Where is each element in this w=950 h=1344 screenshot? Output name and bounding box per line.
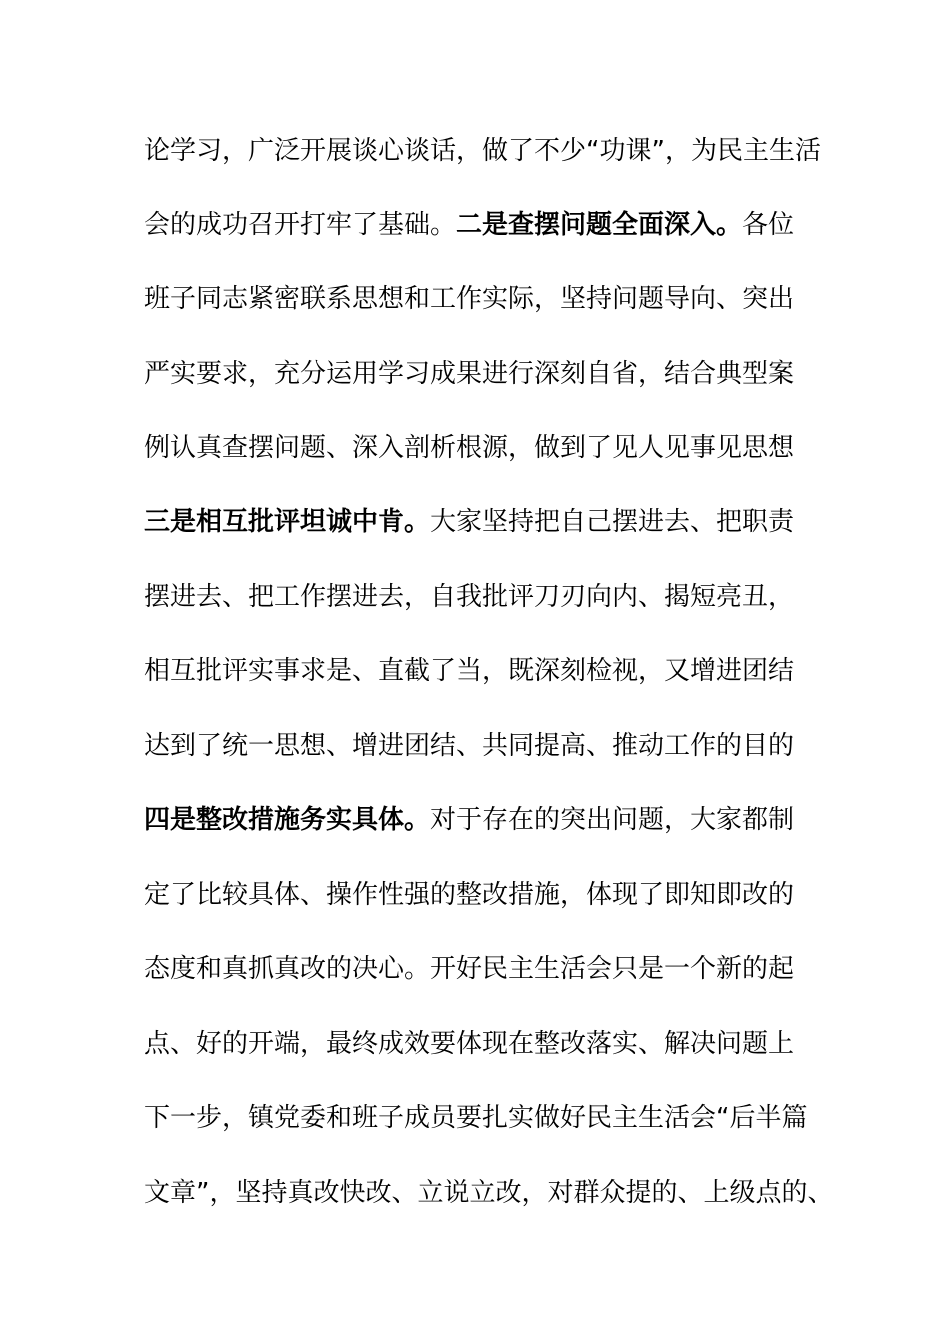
text-line xyxy=(144,800,944,840)
text-segment: 论学习，广泛开展谈心谈话，做了不少“功课”，为民主生活 xyxy=(144,136,821,166)
text-line xyxy=(144,577,944,617)
text-line xyxy=(144,205,944,245)
text-line xyxy=(144,428,944,468)
text-line xyxy=(144,949,944,989)
text-line xyxy=(144,502,944,542)
bold-heading-segment: 三是相互批评坦诚中肯。 xyxy=(144,507,431,537)
text-segment: 各位 xyxy=(742,210,795,240)
text-segment: 摆进去、把工作摆进去，自我批评刀刃向内、揭短亮丑， xyxy=(144,582,795,612)
text-line xyxy=(144,875,944,915)
text-line xyxy=(144,279,944,319)
text-line xyxy=(144,1024,944,1064)
text-segment: 严实要求，充分运用学习成果进行深刻自省，结合典型案 xyxy=(144,359,795,389)
text-line xyxy=(144,651,944,691)
text-line xyxy=(144,131,944,171)
bold-heading-segment: 二是查摆问题全面深入。 xyxy=(456,210,743,240)
text-line xyxy=(144,726,944,766)
text-segment: 相互批评实事求是、直截了当，既深刻检视，又增进团结 xyxy=(144,656,795,686)
text-segment: 定了比较具体、操作性强的整改措施，体现了即知即改的 xyxy=(144,880,795,910)
text-segment: 班子同志紧密联系思想和工作实际，坚持问题导向、突出 xyxy=(144,284,795,314)
text-segment: 下一步，镇党委和班子成员要扎实做好民主生活会“后半篇 xyxy=(144,1103,808,1133)
text-segment: 态度和真抓真改的决心。开好民主生活会只是一个新的起 xyxy=(144,954,795,984)
text-segment: 文章”，坚持真改快改、立说立改，对群众提的、上级点的、 xyxy=(144,1178,834,1208)
text-segment: 达到了统一思想、增进团结、共同提高、推动工作的目的 xyxy=(144,731,795,761)
text-segment: 点、好的开端，最终成效要体现在整改落实、解决问题上 xyxy=(144,1029,795,1059)
text-segment: 对于存在的突出问题，大家都制 xyxy=(430,805,795,835)
text-line xyxy=(144,1173,944,1213)
bold-heading-segment: 四是整改措施务实具体。 xyxy=(144,805,431,835)
text-segment: 例认真查摆问题、深入剖析根源，做到了见人见事见思想 xyxy=(144,433,795,463)
text-segment: 会的成功召开打牢了基础。 xyxy=(144,210,457,240)
text-segment: 大家坚持把自己摆进去、把职责 xyxy=(430,507,795,537)
text-line xyxy=(144,1098,944,1138)
text-line xyxy=(144,354,944,394)
